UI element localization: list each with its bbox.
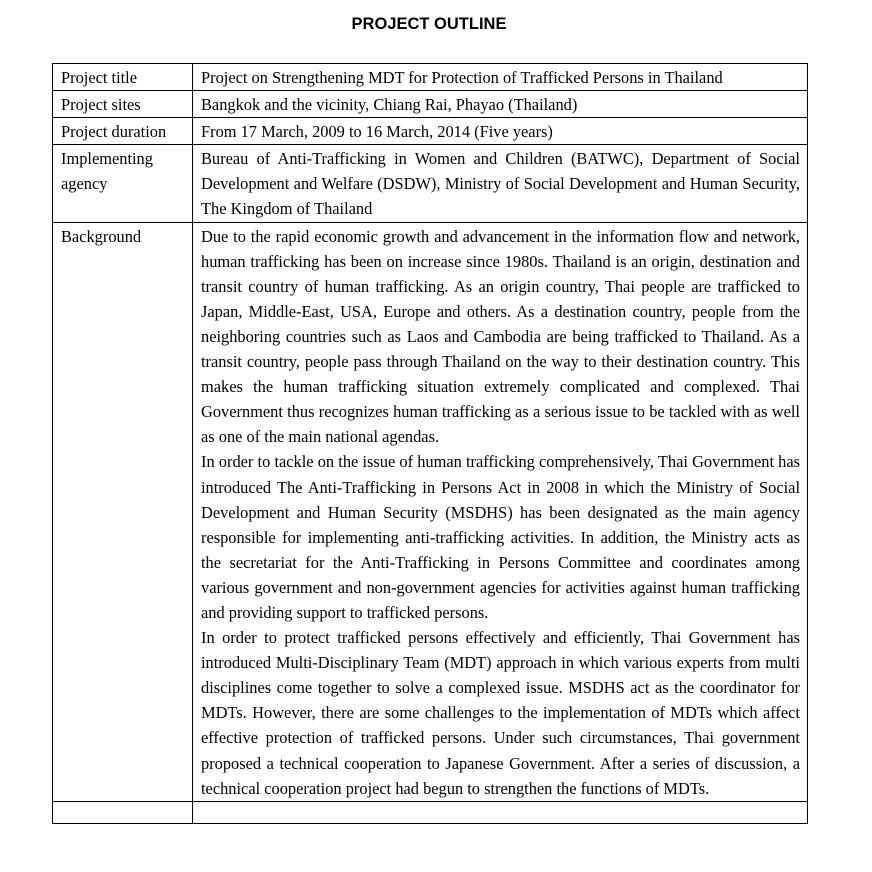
row-value: From 17 March, 2009 to 16 March, 2014 (Five years) — [193, 118, 808, 145]
background-paragraph: In order to tackle on the issue of human trafficking comprehensively, Thai Government has introduced The Anti-Trafficking in Persons Act in 2008 in which the Ministry of Social Development and Human Security (MSDHS) has been designated as the main agency responsible for implementing anti-trafficking activities. In addition, the Ministry acts as the secretariat for the Anti-Trafficking in Persons Committee and coordinates among various government and non-government agencies for activities against human trafficking and providing support to trafficked persons. — [201, 452, 800, 622]
project-outline-table — [52, 63, 808, 824]
row-value — [193, 145, 808, 222]
table-row-implementing-agency — [53, 145, 808, 222]
background-paragraph: In order to protect trafficked persons effectively and efficiently, Thai Government has introduced Multi-Disciplinary Team (MDT) approach in which various experts from multi disciplines come together to solve a complexed issue. MSDHS act as the coordinator for MDTs. However, there are some challenges to the implementation of MDTs which affect effective protection of trafficked persons. Under such circumstances, Thai government proposed a technical cooperation to Japanese Government. After a series of discussion, a technical cooperation project had begun to strengthen the functions of MDTs. — [201, 628, 800, 798]
agency-text: Bureau of Anti-Trafficking in Women and Children (BATWC), Department of Social Development and Welfare (DSDW), Ministry of Social Development and Human Security, The Kingdom of Thailand — [201, 149, 800, 219]
table-row-project-sites — [53, 91, 808, 118]
row-label: Project title — [53, 64, 193, 91]
row-label: Implementing agency — [53, 145, 193, 222]
row-label: Project duration — [53, 118, 193, 145]
background-paragraph: Due to the rapid economic growth and advancement in the information flow and network, human trafficking has been on increase since 1980s. Thailand is an origin, destination and transit country of human trafficking. As an origin country, Thai people are trafficked to Japan, Middle-East, USA, Europe and others. As a destination country, people from the neighboring countries such as Laos and Cambodia are being trafficked to Thailand. As a transit country, people pass through Thailand on the way to their destination country. This makes the human trafficking situation extremely complicated and complexed. Thai Government thus recognizes human trafficking as a serious issue to be tackled with as well as one of the main national agendas. — [201, 226, 800, 447]
row-value: Bangkok and the vicinity, Chiang Rai, Phayao (Thailand) — [193, 91, 808, 118]
table-row-cutoff — [53, 801, 808, 823]
document-title: PROJECT OUTLINE — [351, 15, 507, 33]
row-value: Project on Strengthening MDT for Protection of Trafficked Persons in Thailand — [193, 64, 808, 91]
row-value-empty — [193, 801, 808, 823]
table-row-project-duration — [53, 118, 808, 145]
row-label: Project sites — [53, 91, 193, 118]
table-row-project-title — [53, 64, 808, 91]
table-row-background — [53, 222, 808, 801]
row-label: Background — [53, 222, 193, 801]
row-label-empty — [53, 801, 193, 823]
row-value — [193, 222, 808, 801]
